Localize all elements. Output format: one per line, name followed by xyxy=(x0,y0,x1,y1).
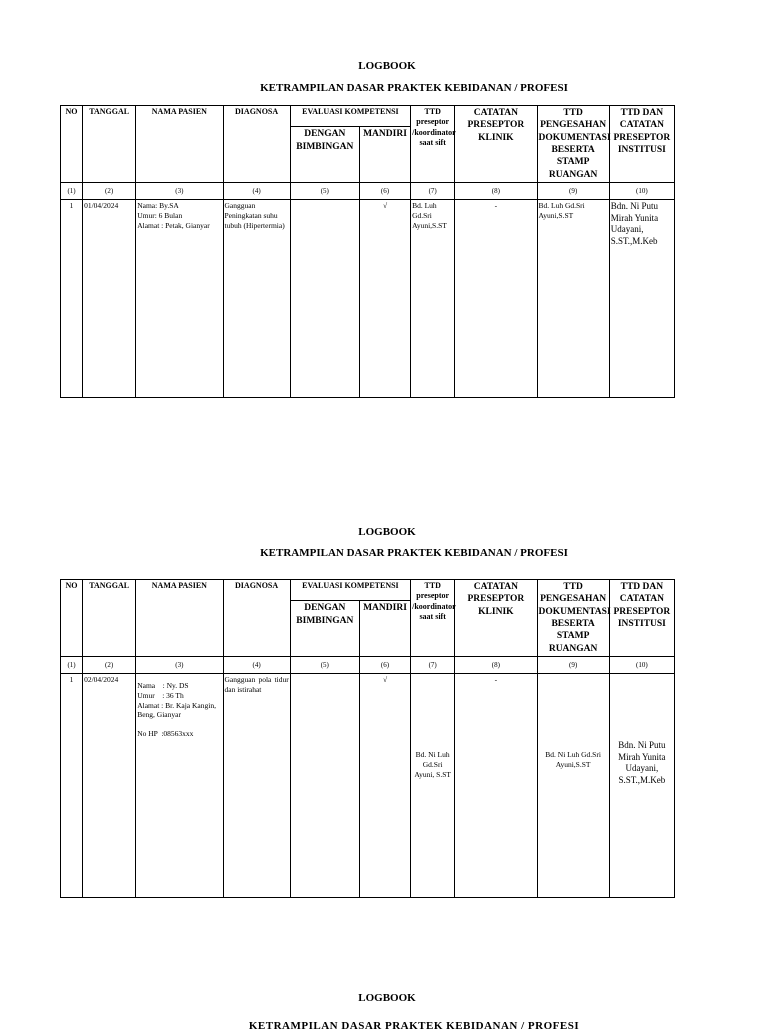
entry-catatan: - xyxy=(455,200,537,398)
entry-mandiri-check: √ xyxy=(359,674,410,898)
entry-ttd-preseptor: Bd. Luh Gd.Sri Ayuni,S.ST xyxy=(411,200,455,398)
logbook-title-3: LOGBOOK xyxy=(358,992,416,1004)
entry-dengan-bimbingan xyxy=(290,674,359,898)
index-cell: (9) xyxy=(537,657,609,674)
entry-tanggal: 01/04/2024 xyxy=(83,200,136,398)
entry-ttd-pengesahan: Bd. Luh Gd.Sri Ayuni,S.ST xyxy=(537,200,609,398)
entry-mandiri-check: √ xyxy=(359,200,410,398)
header-ttd-preseptor: TTD preseptor /koordinator saat sift xyxy=(411,580,455,657)
nama-line: No HP :08563xxx xyxy=(137,729,194,739)
header-no: NO xyxy=(61,580,83,657)
header-diagnosa: DIAGNOSA xyxy=(223,106,290,183)
header-evaluasi: EVALUASI KOMPETENSI xyxy=(290,580,410,601)
index-cell: (7) xyxy=(411,183,455,200)
header-dengan-bimbingan: DENGAN BIMBINGAN xyxy=(290,127,359,183)
entry-ttd-institusi: Bdn. Ni Putu Mirah Yunita Udayani, S.ST.,M.Keb xyxy=(609,674,674,898)
table-row xyxy=(61,674,675,898)
logbook-subtitle-2: KETRAMPILAN DASAR PRAKTEK KEBIDANAN / PROFESI xyxy=(260,547,568,559)
header-catatan-preseptor: CATATAN PRESEPTOR KLINIK xyxy=(455,580,537,657)
header-ttd-pengesahan: TTD PENGESAHAN DOKUMENTASI BESERTA STAMP RUANGAN xyxy=(537,580,609,657)
index-row xyxy=(61,183,675,200)
header-tanggal: TANGGAL xyxy=(83,106,136,183)
index-cell: (6) xyxy=(359,183,410,200)
entry-ttd-pengesahan: Bd. Ni Luh Gd.Sri Ayuni,S.ST xyxy=(537,674,609,898)
header-mandiri: MANDIRI xyxy=(359,127,410,183)
nama-line: Umur : 36 Th xyxy=(137,690,184,700)
entry-dengan-bimbingan xyxy=(290,200,359,398)
index-cell: (10) xyxy=(609,183,674,200)
index-cell: (5) xyxy=(290,657,359,674)
table-row xyxy=(61,200,675,398)
nama-line: Nama : Ny. DS xyxy=(137,681,189,691)
index-cell: (10) xyxy=(609,657,674,674)
index-cell: (5) xyxy=(290,183,359,200)
logbook-title-1: LOGBOOK xyxy=(358,60,416,72)
header-dengan-bimbingan: DENGAN BIMBINGAN xyxy=(290,601,359,657)
index-cell: (4) xyxy=(223,657,290,674)
index-cell: (2) xyxy=(83,657,136,674)
index-cell: (3) xyxy=(136,183,223,200)
header-evaluasi: EVALUASI KOMPETENSI xyxy=(290,106,410,127)
logbook-title-2: LOGBOOK xyxy=(358,526,416,538)
entry-tanggal: 02/04/2024 xyxy=(83,674,136,898)
entry-ttd-institusi: Bdn. Ni Putu Mirah Yunita Udayani, S.ST.,M.Keb xyxy=(609,200,674,398)
header-ttd-institusi: TTD DAN CATATAN PRESEPTOR INSTITUSI xyxy=(609,106,674,183)
entry-nama xyxy=(136,674,223,898)
header-no: NO xyxy=(61,106,83,183)
logbook-subtitle-3-cut: KETRAMPILAN DASAR PRAKTEK KEBIDANAN / PROFESI xyxy=(248,1020,580,1032)
nama-line xyxy=(137,720,221,729)
header-ttd-preseptor: TTD preseptor /koordinator saat sift xyxy=(411,106,455,183)
header-diagnosa: DIAGNOSA xyxy=(223,580,290,657)
index-cell: (1) xyxy=(61,657,83,674)
header-tanggal: TANGGAL xyxy=(83,580,136,657)
index-cell: (8) xyxy=(455,183,537,200)
index-row xyxy=(61,657,675,674)
nama-line: Nama: By.SA xyxy=(137,201,179,211)
entry-catatan: - xyxy=(455,674,537,898)
entry-nama xyxy=(136,200,223,398)
header-nama-pasien: NAMA PASIEN xyxy=(136,580,223,657)
nama-line: Alamat : Br. Kaja Kangin, Beng, Gianyar xyxy=(137,700,216,720)
index-cell: (4) xyxy=(223,183,290,200)
index-cell: (3) xyxy=(136,657,223,674)
logbook-table-1 xyxy=(60,105,675,398)
entry-diagnosa: Gangguan pola tidur dan istirahat xyxy=(223,674,290,898)
logbook-table-2 xyxy=(60,579,675,898)
index-cell: (8) xyxy=(455,657,537,674)
entry-ttd-preseptor: Bd. Ni Luh Gd.Sri Ayuni, S.ST xyxy=(411,674,455,898)
index-cell: (6) xyxy=(359,657,410,674)
header-catatan-preseptor: CATATAN PRESEPTOR KLINIK xyxy=(455,106,537,183)
index-cell: (1) xyxy=(61,183,83,200)
index-cell: (2) xyxy=(83,183,136,200)
header-ttd-pengesahan: TTD PENGESAHAN DOKUMENTASI BESERTA STAMP RUANGAN xyxy=(537,106,609,183)
header-mandiri: MANDIRI xyxy=(359,601,410,657)
logbook-subtitle-1: KETRAMPILAN DASAR PRAKTEK KEBIDANAN / PROFESI xyxy=(260,82,568,94)
entry-no: 1 xyxy=(61,200,83,398)
index-cell: (7) xyxy=(411,657,455,674)
header-nama-pasien: NAMA PASIEN xyxy=(136,106,223,183)
nama-line: Umur: 6 Bulan xyxy=(137,210,183,220)
nama-line: Alamat : Petak, Gianyar xyxy=(137,220,210,230)
entry-no: 1 xyxy=(61,674,83,898)
entry-diagnosa: Gangguan Peningkatan suhu tubuh (Hipertermia) xyxy=(223,200,290,398)
index-cell: (9) xyxy=(537,183,609,200)
header-ttd-institusi: TTD DAN CATATAN PRESEPTOR INSTITUSI xyxy=(609,580,674,657)
